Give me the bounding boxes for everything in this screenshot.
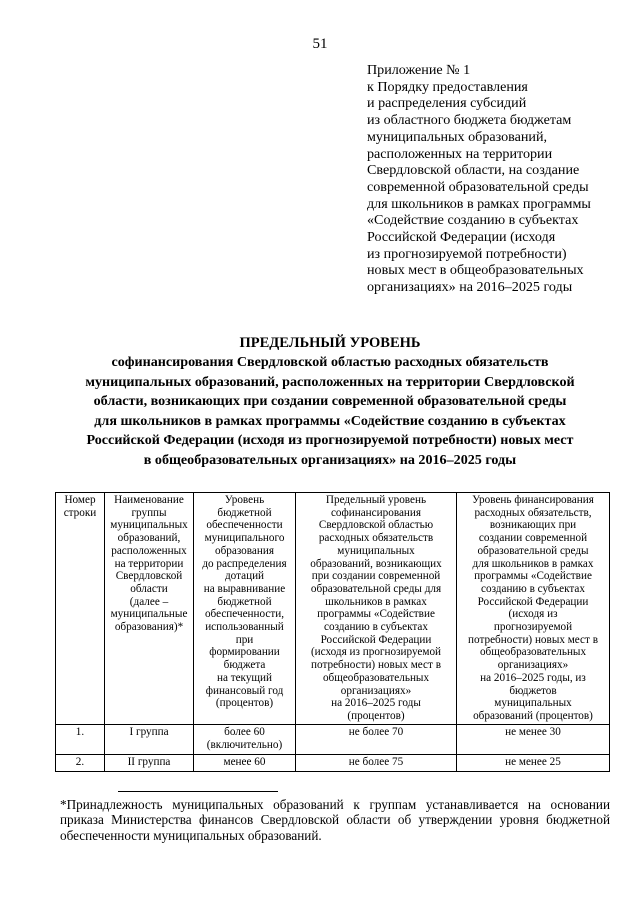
header-line: расходных обязательств (318, 532, 434, 545)
cell-line: менее 60 (223, 755, 266, 768)
appendix-line: новых мест в общеобразовательных (367, 262, 584, 279)
header-line: группы (131, 506, 167, 519)
header-line: возникающих при (489, 519, 577, 532)
header-line: организациях» (497, 659, 569, 672)
header-line: бюджетов (509, 684, 557, 697)
page-number: 51 (312, 36, 328, 52)
cell-budget-level (194, 754, 296, 771)
header-line: расходных обязательств, (474, 506, 592, 519)
appendix-block (367, 62, 627, 296)
footnote-divider (118, 791, 278, 792)
title-subtitle (60, 353, 600, 471)
title-line: софинансирования Свердловской областью расходных обязательств (111, 354, 549, 370)
header-line: Свердловской областью (318, 519, 434, 532)
cell-line: (включительно) (206, 738, 283, 751)
header-line: школьников в рамках (325, 595, 427, 608)
header-budget-level (194, 493, 296, 725)
appendix-line: из прогнозируемой потребности) (367, 245, 567, 262)
appendix-line: и распределения субсидий (367, 95, 527, 112)
header-line: общеобразовательных (479, 646, 587, 659)
cell-financing-level: не менее 30 (457, 724, 610, 754)
header-line: муниципального (204, 532, 285, 545)
header-line: для школьников в рамках (472, 557, 594, 570)
header-line: Предельный уровень (325, 494, 427, 506)
header-line: созданию в субъектах (481, 582, 585, 595)
appendix-line: к Порядку предоставления (367, 78, 528, 95)
header-line: на 2016–2025 годы (331, 697, 421, 710)
title-line: в общеобразовательных организациях» на 2016–2025 годы (143, 451, 517, 468)
cell-cofinancing-limit: не более 75 (296, 754, 457, 771)
header-line: строки (63, 506, 97, 519)
header-line: (исходя из прогнозируемой (310, 646, 442, 659)
document-title (60, 333, 600, 471)
header-line: на территории (114, 557, 184, 570)
appendix-line: из областного бюджета бюджетам (367, 112, 572, 129)
title-line: для школьников в рамках программы «Содействие созданию в субъектах (94, 412, 566, 429)
header-line: образования (214, 544, 274, 557)
header-line: Наименование (114, 494, 184, 506)
appendix-line: муниципальных образований, (367, 128, 548, 145)
cell-row-number: 2. (56, 754, 105, 771)
header-line: муниципальных (337, 544, 415, 557)
header-line: Уровень финансирования (472, 494, 594, 506)
header-line: при (235, 633, 254, 646)
header-line: образовательной среды (477, 544, 589, 557)
header-line: обеспеченности (206, 519, 283, 532)
table-row (56, 754, 610, 771)
header-line: до распределения (202, 557, 287, 570)
header-line: софинансирования (330, 506, 422, 519)
cell-group: I группа (105, 724, 194, 754)
header-line: использованный (205, 621, 284, 634)
title-line: области, возникающих при создании современной образовательной среды (93, 393, 567, 410)
header-financing-level (457, 493, 610, 725)
cell-row-number: 1. (56, 724, 105, 754)
header-line: формировании (209, 646, 280, 659)
header-line: Российской Федерации (320, 633, 432, 646)
header-line: образования)* (114, 621, 184, 634)
appendix-line: Приложение № 1 (367, 62, 471, 78)
header-line: финансовый год (205, 684, 284, 697)
table-header-row (56, 493, 610, 725)
header-line: муниципальные (110, 608, 188, 621)
header-line: Российской Федерации (477, 595, 589, 608)
header-line: (исходя из (508, 608, 558, 621)
appendix-line: Свердловской области, на создание (367, 162, 580, 179)
header-line: организациях» (340, 684, 412, 697)
header-line: образований, (117, 532, 181, 545)
appendix-line: современной образовательной среды (367, 178, 589, 195)
header-group-name (105, 493, 194, 725)
header-line: муниципальных (110, 519, 188, 532)
header-line: программы «Содействие (474, 570, 592, 583)
appendix-line: организациях» на 2016–2025 годы (367, 279, 573, 296)
header-line: Номер (64, 494, 96, 506)
appendix-line: для школьников в рамках программы (367, 195, 591, 212)
header-row-number (56, 493, 105, 725)
cell-cofinancing-limit: не более 70 (296, 724, 457, 754)
header-line: созданию в субъектах (324, 621, 428, 634)
table-row (56, 724, 610, 754)
header-line: при создании современной (311, 570, 441, 583)
title-line: муниципальных образований, расположенных на территории Свердловской (85, 373, 575, 390)
cell-budget-level (194, 724, 296, 754)
cofinancing-table (55, 492, 610, 772)
header-line: дотаций (224, 570, 265, 583)
header-line: обеспеченности, (204, 608, 285, 621)
header-line: муниципальных (494, 697, 572, 710)
header-line: Уровень (224, 494, 265, 506)
header-line: общеобразовательных (322, 671, 430, 684)
cell-line: более 60 (224, 725, 265, 738)
header-line: бюджета (223, 659, 266, 672)
appendix-line: расположенных на территории (367, 145, 553, 162)
header-line: бюджетной (217, 595, 272, 608)
header-line: на текущий (216, 671, 273, 684)
header-line: потребности) новых мест в (468, 633, 598, 646)
header-line: расположенных (111, 544, 187, 557)
footnote: *Принадлежность муниципальных образований к группам устанавливается на основании приказа Министерства финансов Свердловской области об утверждении уровня бюджетной обеспеченности муниципальных образований. (60, 797, 610, 843)
header-line: Свердловской (115, 570, 183, 583)
header-line: на выравнивание (203, 582, 286, 595)
appendix-line: «Содействие созданию в субъектах (367, 212, 579, 229)
header-line: (далее – (129, 595, 169, 608)
header-cofinancing-limit (296, 493, 457, 725)
appendix-line: Российской Федерации (исходя (367, 229, 556, 246)
cell-financing-level: не менее 25 (457, 754, 610, 771)
title-line: Российской Федерации (исходя из прогнозируемой потребности) новых мест (86, 432, 574, 449)
header-line: на 2016–2025 годы, из (480, 671, 586, 684)
header-line: (процентов) (347, 709, 405, 722)
title-heading: ПРЕДЕЛЬНЫЙ УРОВЕНЬ (239, 335, 421, 351)
header-line: (процентов) (215, 697, 274, 710)
header-line: образований, возникающих (310, 557, 442, 570)
header-line: области (130, 582, 168, 595)
header-line: образовательной среды для (310, 582, 442, 595)
cell-group: II группа (105, 754, 194, 771)
header-line: программы «Содействие (317, 608, 435, 621)
header-line: образований (процентов) (473, 709, 593, 722)
header-line: потребности) новых мест в (311, 659, 441, 672)
header-line: создании современной (478, 532, 588, 545)
header-line: прогнозируемой (493, 621, 573, 634)
header-line: бюджетной (217, 506, 272, 519)
